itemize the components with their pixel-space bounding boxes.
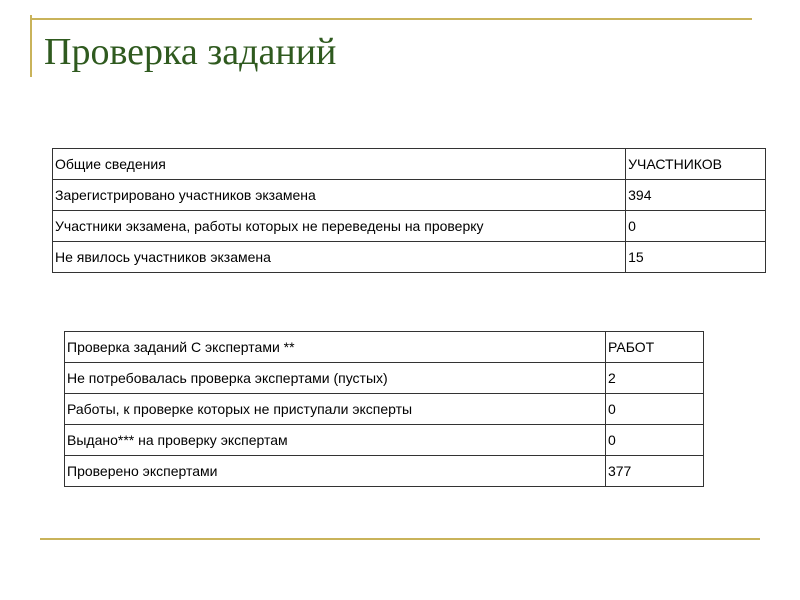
row-label: Выдано*** на проверку экспертам — [65, 425, 606, 456]
table-row — [65, 425, 704, 456]
row-value: 377 — [605, 456, 703, 487]
slide-title: Проверка заданий — [44, 31, 337, 73]
row-value: 394 — [626, 180, 766, 211]
row-label: Участники экзамена, работы которых не переведены на проверку — [53, 211, 626, 242]
row-label: Работы, к проверке которых не приступали эксперты — [65, 394, 606, 425]
table-row — [53, 211, 766, 242]
table-row — [65, 363, 704, 394]
frame-left-accent-line — [30, 15, 32, 77]
frame-bottom-accent-line — [40, 538, 760, 540]
table-header-unit: РАБОТ — [605, 332, 703, 363]
row-value: 0 — [605, 394, 703, 425]
expert-check-table — [64, 331, 704, 487]
row-value: 2 — [605, 363, 703, 394]
general-info-table — [52, 148, 766, 273]
table-row — [65, 394, 704, 425]
table-row — [53, 242, 766, 273]
row-label: Не явилось участников экзамена — [53, 242, 626, 273]
table-row — [65, 456, 704, 487]
table-header-label: Общие сведения — [53, 149, 626, 180]
table-header-label: Проверка заданий С экспертами ** — [65, 332, 606, 363]
table-header-row — [65, 332, 704, 363]
table-row — [53, 180, 766, 211]
table-header-unit: УЧАСТНИКОВ — [626, 149, 766, 180]
frame-top-accent-line — [30, 18, 752, 20]
row-value: 0 — [626, 211, 766, 242]
row-value: 15 — [626, 242, 766, 273]
row-label: Проверено экспертами — [65, 456, 606, 487]
row-label: Не потребовалась проверка экспертами (пустых) — [65, 363, 606, 394]
table-header-row — [53, 149, 766, 180]
row-label: Зарегистрировано участников экзамена — [53, 180, 626, 211]
row-value: 0 — [605, 425, 703, 456]
